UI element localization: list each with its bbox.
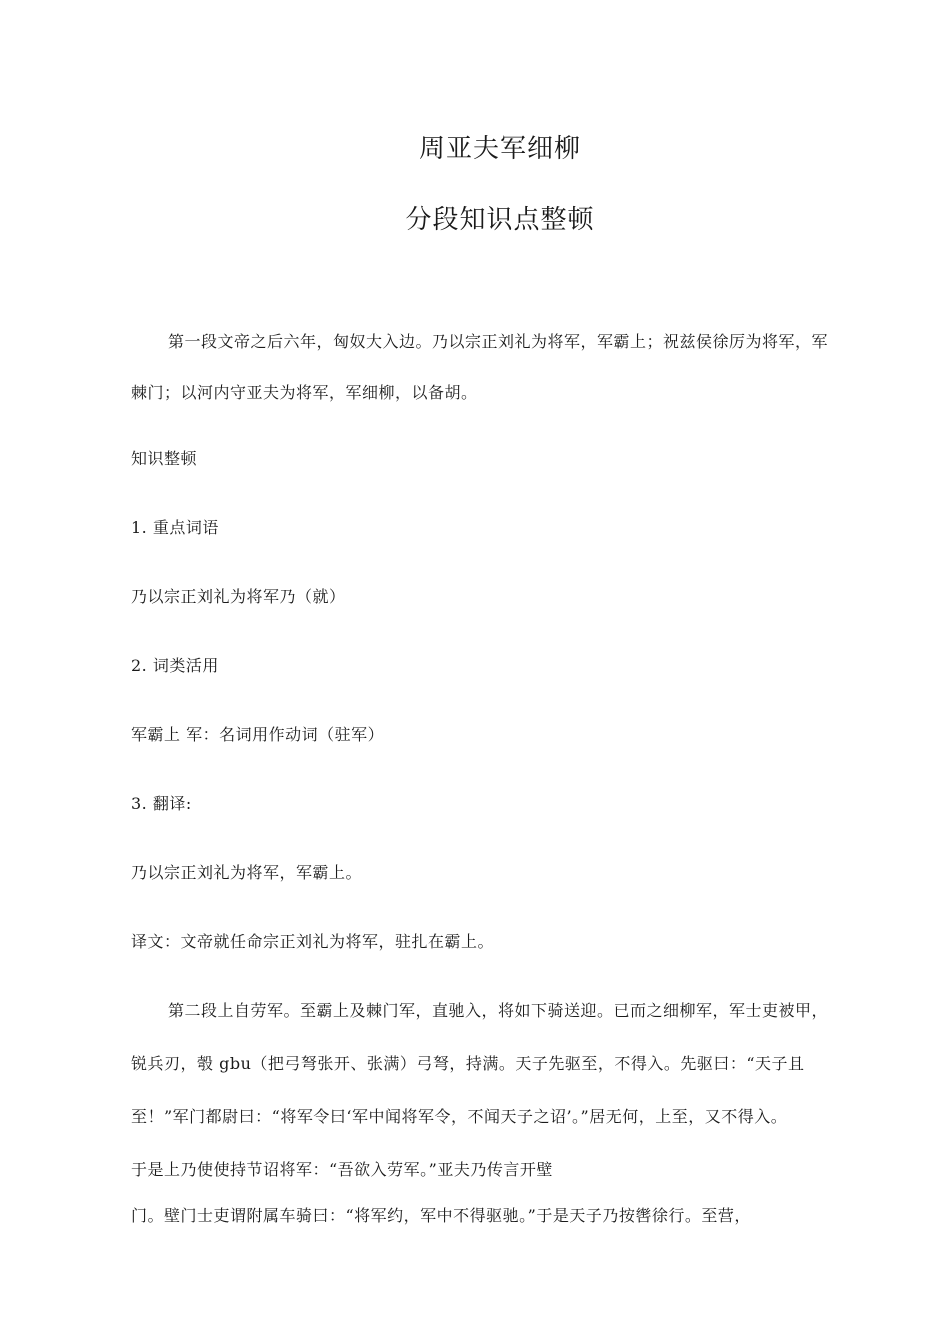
document-title: 周亚夫军细柳 xyxy=(418,134,581,164)
para2-line5: 门。壁门士吏谓附属车骑曰：“将军约，军中不得驱驰。”于是天子乃按辔徐行。至营， xyxy=(131,1206,751,1225)
knowledge-heading: 知识整顿 xyxy=(131,449,198,468)
section3-translation: 译文：文帝就任命宗正刘礼为将军，驻扎在霸上。 xyxy=(131,932,495,951)
section1-heading: 1. 重点词语 xyxy=(131,518,219,537)
para1-line2: 棘门；以河内守亚夫为将军，军细柳，以备胡。 xyxy=(131,383,478,402)
section1-content: 乃以宗正刘礼为将军乃（就） xyxy=(131,587,346,606)
para1-line1: 第一段文帝之后六年，匈奴大入边。乃以宗正刘礼为将军，军霸上；祝兹侯徐厉为将军，军 xyxy=(168,332,829,351)
section3-sentence: 乃以宗正刘礼为将军，军霸上。 xyxy=(131,863,363,882)
para2-line3: 至！”军门都尉曰：“将军令曰‘军中闻将军令，不闻天子之诏’。”居无何，上至，又不得入。 xyxy=(131,1107,788,1126)
para2-line1: 第二段上自劳军。至霸上及棘门军，直驰入，将如下骑送迎。已而之细柳军，军士吏被甲， xyxy=(168,1001,829,1020)
section2-heading: 2. 词类活用 xyxy=(131,656,219,675)
section3-heading: 3. 翻译: xyxy=(131,794,192,813)
para2-line4: 于是上乃使使持节诏将军：“吾欲入劳军。”亚夫乃传言开壁 xyxy=(131,1160,553,1179)
para2-line2: 锐兵刃，彀 gbu（把弓弩张开、张满）弓弩，持满。天子先驱至，不得入。先驱曰：“天子且 xyxy=(131,1054,805,1073)
document-subtitle: 分段知识点整顿 xyxy=(405,205,595,235)
section2-content: 军霸上 军：名词用作动词（驻军） xyxy=(131,725,385,744)
